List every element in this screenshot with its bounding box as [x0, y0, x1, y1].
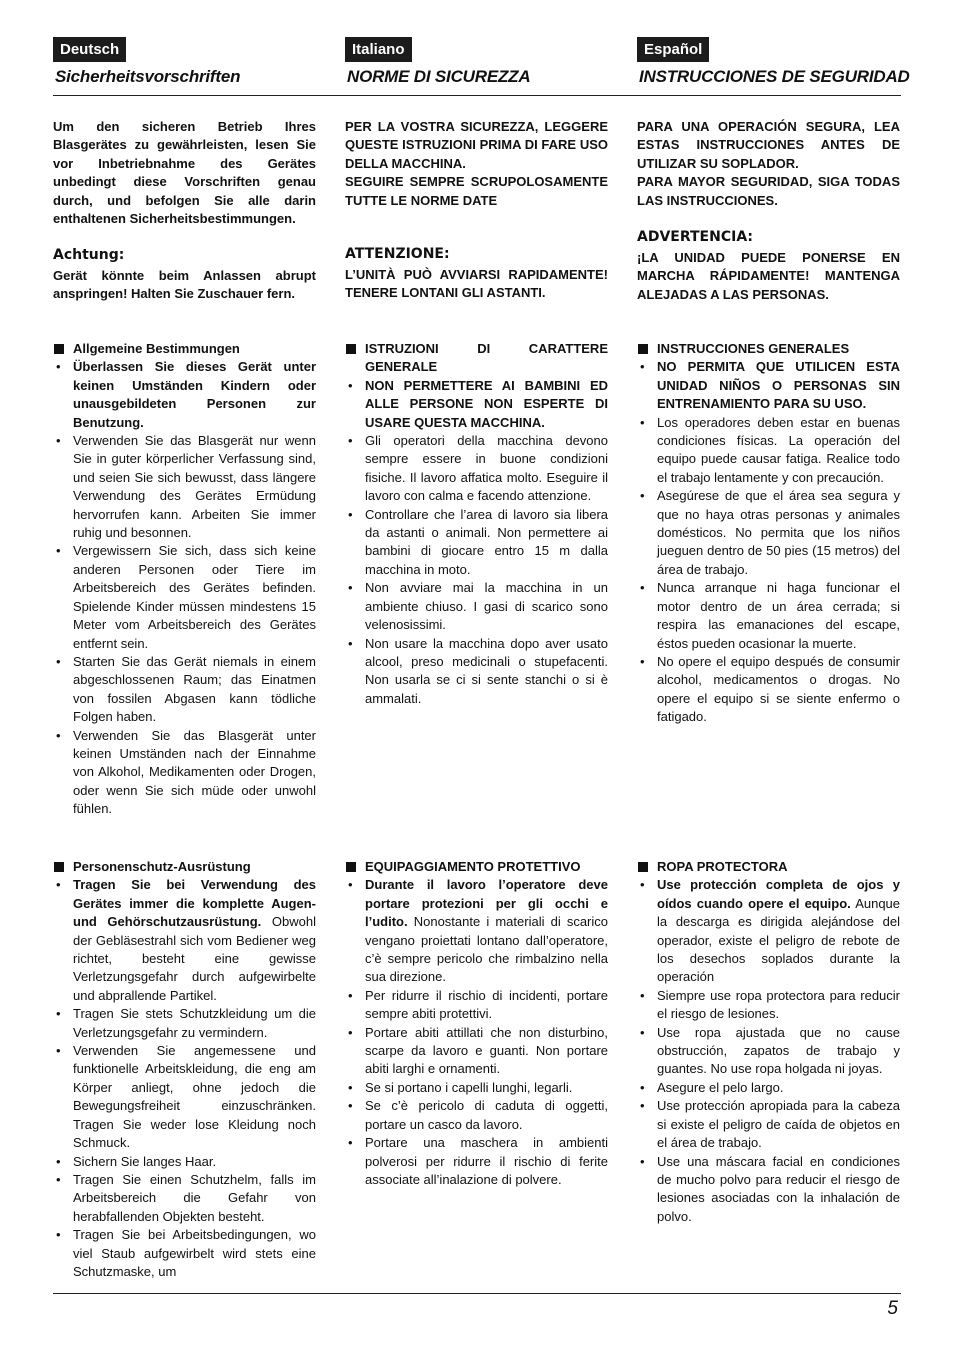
protective-section-deutsch: [53, 858, 316, 1281]
item-text: Asegúrese de que el área sea segura y que no haya otras personas y animales domésticos. No permita que los niños jueguen dentro de 50 pies (15 metros) del área de trabajo.: [657, 488, 900, 577]
section-heading: ISTRUZIONI DI CARATTERE GENERALE: [345, 340, 608, 377]
list-item: [345, 506, 608, 580]
bullet-icon: •: [56, 433, 61, 449]
bullet-list: [637, 358, 900, 726]
list-item: [345, 1079, 608, 1097]
item-text: Use protección apropiada para la cabeza si existe el peligro de caída de objetos en el área de trabajo.: [657, 1098, 900, 1151]
list-item: [637, 487, 900, 579]
bullet-icon: •: [56, 1043, 61, 1059]
bullet-icon: •: [348, 1024, 353, 1040]
bullet-icon: •: [56, 359, 61, 375]
list-item: [637, 414, 900, 488]
bold-text: NO PERMITA QUE UTILICEN ESTA UNIDAD NIÑOS O PERSONAS SIN ENTRENAMIENTO PARA SU USO.: [657, 359, 900, 412]
warning-text: ¡LA UNIDAD PUEDE PONERSE EN MARCHA RÁPIDAMENTE! MANTENGA ALEJADAS A LAS PERSONAS.: [637, 250, 900, 302]
general-section-deutsch: [53, 340, 316, 819]
item-text: Asegure el pelo largo.: [657, 1079, 784, 1095]
intro-espanol: [637, 118, 900, 210]
intro-italiano: [345, 118, 608, 210]
item-text: Vergewissern Sie sich, dass sich keine anderen Personen oder Tiere im Arbeitsbereich des Gerätes befinden. Spielende Kinder müssen mindestens 15 Meter vom Arbeitsbereich des Gerätes entfernt sein.: [73, 543, 316, 651]
list-item: [345, 635, 608, 709]
item-text: No opere el equipo después de consumir alcohol, medicamentos o drogas. No opere el equipo si se siente enfermo o fatigado.: [657, 653, 900, 725]
list-item: [637, 1079, 900, 1097]
section-heading: INSTRUCCIONES GENERALES: [637, 340, 900, 358]
bullet-icon: •: [56, 1227, 61, 1243]
bullet-icon: •: [348, 433, 353, 449]
list-item: [53, 542, 316, 652]
footer-rule: [53, 1293, 901, 1294]
list-item: [637, 579, 900, 653]
intro-paragraph: PARA MAYOR SEGURIDAD, SIGA TODAS LAS INSTRUCCIONES.: [637, 174, 900, 208]
bullet-icon: •: [640, 1079, 645, 1095]
item-text: Portare abiti attillati che non disturbino, scarpe da lavoro e guanti. Non portare abiti larghi e ornamenti.: [365, 1024, 608, 1077]
bullet-icon: •: [348, 635, 353, 651]
item-text: Per ridurre il rischio di incidenti, portare sempre abiti protettivi.: [365, 987, 608, 1022]
bullet-icon: •: [56, 1006, 61, 1022]
list-item: [345, 1134, 608, 1189]
item-text: Use ropa ajustada que no cause obstrucción, zapatos de trabajo y guantes. No use ropa holgada ni joyas.: [657, 1024, 900, 1077]
intro-paragraph: PER LA VOSTRA SICUREZZA, LEGGERE QUESTE ISTRUZIONI PRIMA DI FARE USO DELLA MACCHINA.: [345, 119, 608, 171]
list-item: [53, 653, 316, 727]
warning-espanol: [637, 228, 900, 304]
section-title-espanol: INSTRUCCIONES DE SEGURIDAD: [639, 67, 910, 86]
intro-paragraph: SEGUIRE SEMPRE SCRUPOLOSAMENTE TUTTE LE NORME DATE: [345, 174, 608, 208]
item-text: Tragen Sie bei Arbeitsbedingungen, wo viel Staub aufgewirbelt wird stets eine Schutzmaske, um: [73, 1227, 316, 1279]
warning-heading: ADVERTENCIA:: [637, 229, 754, 245]
list-item: [53, 1005, 316, 1042]
protective-section-italiano: [345, 858, 608, 1189]
bold-text: Überlassen Sie dieses Gerät unter keinen Umständen Kindern oder unausgebildeten Personen zur Benutzung.: [73, 359, 316, 430]
bullet-icon: •: [56, 1153, 61, 1169]
warning-deutsch: [53, 246, 316, 304]
bullet-icon: •: [640, 414, 645, 430]
header-rule: [53, 95, 901, 96]
list-item: [637, 987, 900, 1024]
list-item: [637, 876, 900, 986]
bullet-icon: •: [56, 1171, 61, 1187]
bold-text: Durante il lavoro l’operatore deve portare protezioni per gli occhi e l’udito.: [365, 877, 608, 930]
list-item: [53, 1171, 316, 1226]
intro-paragraph: Um den sicheren Betrieb Ihres Blasgerätes zu gewährleisten, lesen Sie vor Inbetriebnahme des Gerätes unbedingt diese Vorschriften genau durch, und befolgen Sie alle darin enthaltenen Sicherheitsbestimmungen.: [53, 119, 316, 227]
item-text: Obwohl der Gebläsestrahl sich vom Bediener weg richtet, besteht eine gewisse Verletzungsgefahr durch aufgewirbelte und abprallende Partikel.: [73, 914, 316, 1003]
item-text: Se c’è pericolo di caduta di oggetti, portare un casco da lavoro.: [365, 1098, 608, 1132]
bullet-list: [637, 876, 900, 1226]
section-heading: Personenschutz-Ausrüstung: [53, 858, 316, 876]
list-item: [345, 432, 608, 506]
general-section-italiano: [345, 340, 608, 708]
item-text: Siempre use ropa protectora para reducir el riesgo de lesiones.: [657, 987, 900, 1022]
bullet-icon: •: [56, 543, 61, 559]
item-text: Los operadores deben estar en buenas condiciones físicas. La operación del equipo puede causar fatiga. Realice todo el trabajo lentamente y con precaución.: [657, 414, 900, 485]
item-text: Se si portano i capelli lunghi, legarli.: [365, 1079, 573, 1095]
bullet-icon: •: [640, 488, 645, 504]
list-item: [53, 358, 316, 432]
list-item: [345, 1097, 608, 1134]
item-text: Gli operatori della macchina devono sempre essere in buone condizioni fisiche. Il lavoro affatica molto. Eseguire il lavoro con calma e facendo attenzione.: [365, 433, 608, 504]
list-item: [53, 876, 316, 1005]
bullet-icon: •: [640, 1024, 645, 1040]
bold-text: Tragen Sie bei Verwendung des Gerätes immer die komplette Augen- und Gehörschutzausrüstung.: [73, 877, 316, 930]
item-text: Non usare la macchina dopo aver usato alcool, preso medicinali o stupefacenti. Non usarla se ci si sente stanchi o si è ammalati.: [365, 635, 608, 706]
bullet-icon: •: [640, 359, 645, 375]
list-item: [53, 727, 316, 819]
bullet-icon: •: [640, 877, 645, 893]
section-heading: ROPA PROTECTORA: [637, 858, 900, 876]
item-text: Verwenden Sie angemessene und funktionelle Arbeitskleidung, die eng am Körper anliegt, ohne jedoch die Bewegungsfreiheit einzuschränken. Tragen Sie weder lose Kleidung noch Schmuck.: [73, 1043, 316, 1151]
warning-text: L’UNITÀ PUÒ AVVIARSI RAPIDAMENTE! TENERE LONTANI GLI ASTANTI.: [345, 267, 608, 301]
bullet-icon: •: [56, 727, 61, 743]
item-text: Non avviare mai la macchina in un ambiente chiuso. I gasi di scarico sono velenosissimi.: [365, 580, 608, 633]
list-item: [53, 1042, 316, 1152]
bullet-icon: •: [348, 580, 353, 596]
bullet-list: [345, 876, 608, 1189]
bullet-icon: •: [640, 1153, 645, 1169]
list-item: [637, 653, 900, 727]
list-item: [345, 579, 608, 634]
item-text: Tragen Sie einen Schutzhelm, falls im Arbeitsbereich die Gefahr von herabfallenden Objekten besteht.: [73, 1171, 316, 1224]
protective-section-espanol: [637, 858, 900, 1226]
section-title-deutsch: Sicherheitsvorschriften: [55, 67, 241, 86]
item-text: Use una máscara facial en condiciones de mucho polvo para reducir el riesgo de lesiones asociadas con la inhalación de polvo.: [657, 1153, 900, 1224]
warning-italiano: [345, 245, 608, 303]
item-text: Sichern Sie langes Haar.: [73, 1153, 217, 1169]
intro-deutsch: [53, 118, 316, 228]
list-item: [53, 432, 316, 542]
item-text: Nonostante i materiali di scarico vengano proiettati lontano dall’operatore, c’è sempre pericolo che rimbalzino nella sua direzione.: [365, 914, 608, 985]
bullet-icon: •: [348, 877, 353, 893]
page-number: 5: [887, 1298, 898, 1319]
bullet-icon: •: [348, 1098, 353, 1114]
bullet-icon: •: [348, 506, 353, 522]
warning-heading: ATTENZIONE:: [345, 246, 450, 262]
bullet-list: [53, 876, 316, 1281]
bold-text: NON PERMETTERE AI BAMBINI ED ALLE PERSONE NON ESPERTE DI USARE QUESTA MACCHINA.: [365, 377, 608, 430]
item-text: Verwenden Sie das Blasgerät unter keinen Umständen nach der Einnahme von Alkohol, Medikamenten oder Drogen, oder wenn Sie sich müde oder unwohl fühlen.: [73, 727, 316, 817]
list-item: [637, 1097, 900, 1152]
bullet-icon: •: [56, 653, 61, 669]
item-text: Portare una maschera in ambienti polverosi per ridurre il rischio di ferite associate all’inalazione di polvere.: [365, 1135, 608, 1187]
list-item: [345, 987, 608, 1024]
list-item: [345, 377, 608, 432]
item-text: Controllare che l’area di lavoro sia libera da astanti o animali. Non permettere ai bambini di giocare entro 15 m dalla macchina in moto.: [365, 506, 608, 577]
bold-text: Use protección completa de ojos y oídos cuando opere el equipo.: [657, 877, 900, 911]
bullet-list: [53, 358, 316, 818]
bullet-icon: •: [640, 1098, 645, 1114]
list-item: [345, 876, 608, 986]
warning-text: Gerät könnte beim Anlassen abrupt anspringen! Halten Sie Zuschauer fern.: [53, 268, 316, 302]
warning-heading: Achtung:: [53, 247, 125, 263]
bullet-icon: •: [348, 987, 353, 1003]
bullet-icon: •: [640, 987, 645, 1003]
lang-tab-espanol: Español: [637, 37, 709, 62]
item-text: Verwenden Sie das Blasgerät nur wenn Sie in guter körperlicher Verfassung sind, und seien Sie sich bewusst, dass längere Verwendung des Gerätes Ermüdung hervorrufen kann. Arbeiten Sie immer ruhig und besonnen.: [73, 433, 316, 541]
bullet-icon: •: [640, 580, 645, 596]
lang-tab-deutsch: Deutsch: [53, 37, 126, 62]
list-item: [637, 1153, 900, 1227]
bullet-icon: •: [56, 877, 61, 893]
list-item: [637, 358, 900, 413]
section-heading: Allgemeine Bestimmungen: [53, 340, 316, 358]
bullet-icon: •: [348, 377, 353, 393]
bullet-icon: •: [348, 1079, 353, 1095]
intro-paragraph: PARA UNA OPERACIÓN SEGURA, LEA ESTAS INSTRUCCIONES ANTES DE UTILIZAR SU SOPLADOR.: [637, 119, 900, 171]
item-text: Nunca arranque ni haga funcionar el motor dentro de un área cerrada; si respira las emanaciones del escape, éstos pueden ocasionar la muerte.: [657, 580, 900, 651]
bullet-icon: •: [348, 1135, 353, 1151]
list-item: [345, 1024, 608, 1079]
lang-tab-italiano: Italiano: [345, 37, 412, 62]
bullet-list: [345, 377, 608, 708]
section-heading: EQUIPAGGIAMENTO PROTETTIVO: [345, 858, 608, 876]
general-section-espanol: [637, 340, 900, 727]
list-item: [53, 1226, 316, 1281]
item-text: Starten Sie das Gerät niemals in einem abgeschlossenen Raum; das Einatmen von fossilen Abgasen kann tödliche Folgen haben.: [73, 653, 316, 725]
list-item: [53, 1153, 316, 1171]
item-text: Tragen Sie stets Schutzkleidung um die Verletzungsgefahr zu vermindern.: [73, 1006, 316, 1040]
bullet-icon: •: [640, 653, 645, 669]
item-text: Aunque la descarga es dirigida alejándose del operador, existe el peligro de rebote de los desechos soplados durante la operación: [657, 895, 901, 985]
list-item: [637, 1024, 900, 1079]
section-title-italiano: NORME DI SICUREZZA: [347, 67, 531, 86]
